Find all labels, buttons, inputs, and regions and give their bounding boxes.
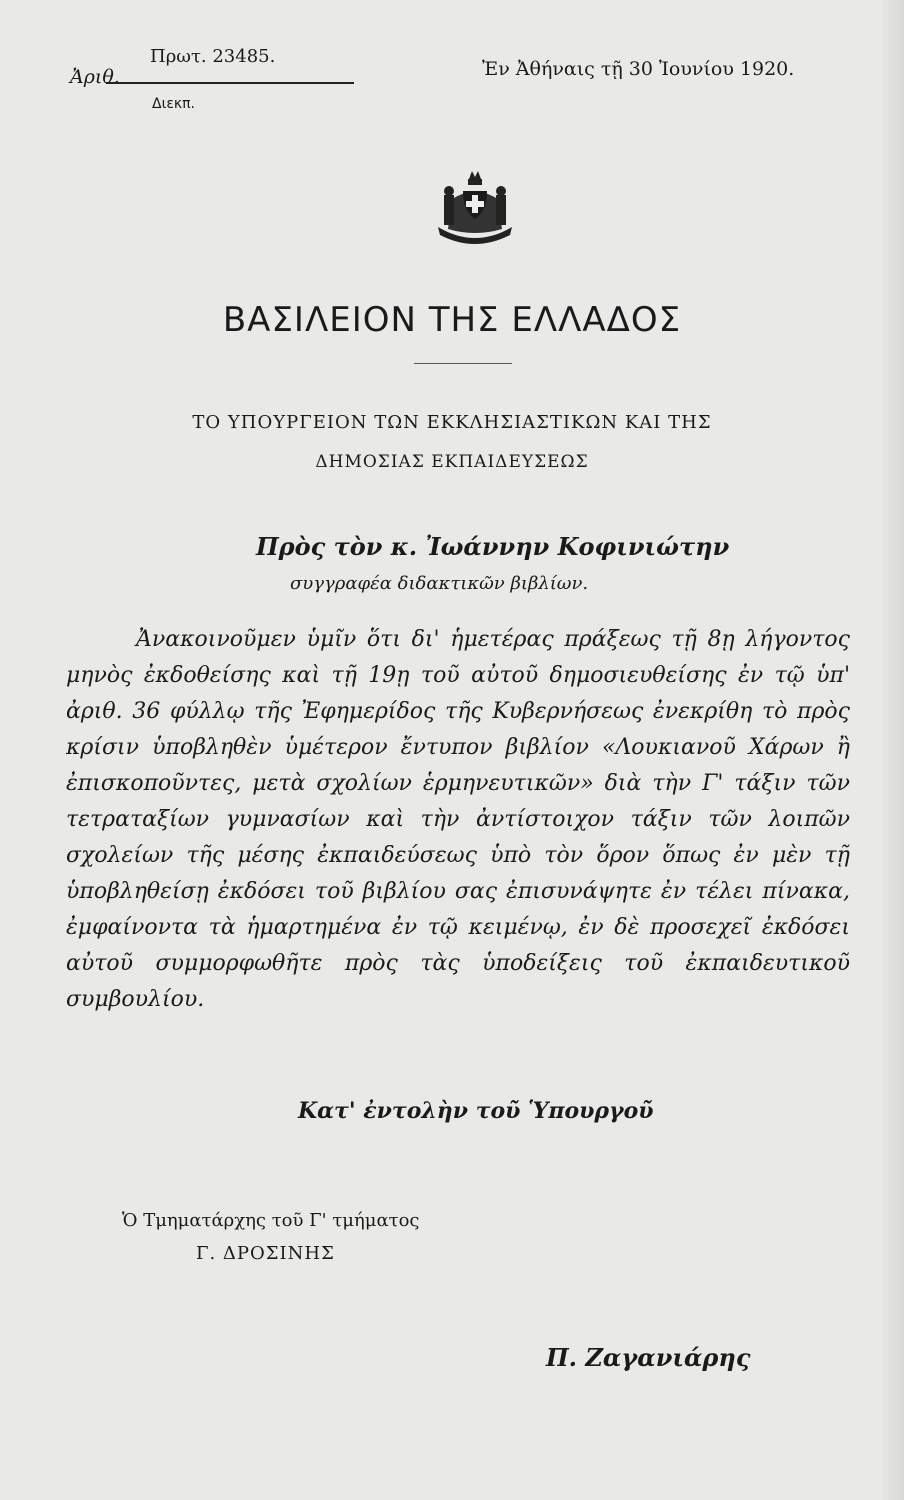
section-chief-name: Γ. ΔΡΟΣΙΝΗΣ <box>196 1243 335 1264</box>
diekp-label: Διεκπ. <box>152 96 196 112</box>
heading-divider <box>414 363 512 364</box>
protocol-number: Πρωτ. 23485. <box>150 46 276 67</box>
page-edge <box>882 0 904 1500</box>
place-date: Ἐν Ἀθήναις τῇ 30 Ἰουνίου 1920. <box>482 58 795 80</box>
kingdom-heading: ΒΑΣΙΛΕΙΟΝ ΤΗΣ ΕΛΛΑΔΟΣ <box>222 300 682 340</box>
ministry-line-2: ΔΗΜΟΣΙΑΣ ΕΚΠΑΙΔΕΥΣΕΩΣ <box>315 452 589 472</box>
section-chief-title: Ὁ Τμηματάρχης τοῦ Γ' τμήματος <box>122 1210 420 1231</box>
recipient-name: Πρὸς τὸν κ. Ἰωάννην Κοφινιώτην <box>256 532 730 561</box>
signature: Π. Ζαγανιάρης <box>546 1343 751 1372</box>
arithmos-label: Ἀριθ. <box>70 66 120 88</box>
letter-body: Ἀνακοινοῦμεν ὑμῖν ὅτι δι' ἡμετέρας πράξεως τῇ 8ῃ λήγοντος μηνὸς ἐκδοθείσης καὶ τῇ 19ῃ τοῦ αὐτοῦ δημοσιευθείσης ἐν τῷ ὑπ' ἀριθ. 36 φύλλῳ τῆς Ἐφημερίδος τῆς Κυβερνήσεως ἐνεκρίθη τὸ πρὸς κρίσιν ὑποβληθὲν ὑμέτερον ἔντυπον βιβλίον «Λουκιανοῦ Χάρων ἢ ἐπισκοποῦντες, μετὰ σχολίων ἑρμηνευτικῶν» διὰ τὴν Γ' τάξιν τῶν τετραταξίων γυμνασίων καὶ τὴν ἀντίστοιχον τάξιν τῶν λοιπῶν σχολείων τῆς μέσης ἐκπαιδεύσεως ὑπὸ τὸν ὅρον ὅπως ἐν μὲν τῇ ὑποβληθείσῃ ἐκδόσει τοῦ βιβλίου σας ἐπισυνάψητε ἐν τέλει πίνακα, ἐμφαίνοντα τὰ ἡμαρτημένα ἐν τῷ κειμένῳ, ἐν δὲ προσεχεῖ ἐκδόσει αὐτοῦ συμμορφωθῆτε πρὸς τὰς ὑποδείξεις τοῦ ἐκπαιδευτικοῦ συμβουλίου. <box>66 627 850 1012</box>
recipient-role: συγγραφέα διδακτικῶν βιβλίων. <box>290 573 589 594</box>
by-order-line: Κατ' ἐντολὴν τοῦ Ὑπουργοῦ <box>298 1098 654 1124</box>
ministry-line-1: ΤΟ ΥΠΟΥΡΓΕΙΟΝ ΤΩΝ ΕΚΚΛΗΣΙΑΣΤΙΚΩΝ ΚΑΙ ΤΗΣ <box>192 412 712 433</box>
coat-of-arms-icon <box>432 165 518 247</box>
number-underline <box>106 82 354 84</box>
